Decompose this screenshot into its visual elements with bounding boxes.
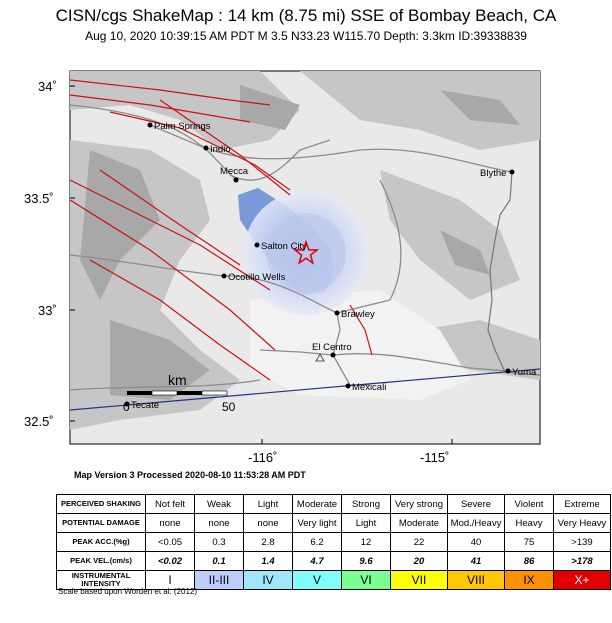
label-mexicali: Mexicali: [352, 382, 387, 393]
map-version: Map Version 3 Processed 2020-08-10 11:53:28 AM PDT: [74, 470, 306, 480]
label-mecca: Mecca: [220, 166, 248, 177]
acc-cell: <0.05: [146, 533, 195, 552]
city-dot-blythe: [510, 170, 515, 175]
vel-cell: 41: [448, 552, 505, 571]
damage-cell: Heavy: [505, 514, 554, 533]
acc-cell: 40: [448, 533, 505, 552]
city-dot-mecca: [234, 178, 239, 183]
rowhead-shaking: PERCEIVED SHAKING: [57, 495, 146, 514]
vel-cell: >178: [554, 552, 611, 571]
vel-cell: <0.02: [146, 552, 195, 571]
city-dot-mexicali: [346, 384, 351, 389]
label-el-centro: El Centro: [312, 342, 352, 353]
shaking-cell: Weak: [195, 495, 244, 514]
intensity-cell: X+: [554, 571, 611, 590]
label-salton-city: Salton City: [261, 241, 307, 252]
vel-cell: 86: [505, 552, 554, 571]
label-brawley: Brawley: [341, 309, 375, 320]
city-dot-indio: [204, 146, 209, 151]
vel-cell: 9.6: [342, 552, 391, 571]
damage-cell: none: [195, 514, 244, 533]
damage-cell: Light: [342, 514, 391, 533]
lat-tick-32-5: 32.5˚: [24, 414, 54, 429]
intensity-cell: VIII: [448, 571, 505, 590]
map-title: CISN/cgs ShakeMap : 14 km (8.75 mi) SSE of Bombay Beach, CA: [55, 6, 557, 25]
scale-zero: 0: [123, 400, 130, 414]
acc-cell: 75: [505, 533, 554, 552]
label-blythe: Blythe: [480, 168, 507, 179]
acc-cell: 12: [342, 533, 391, 552]
rowhead-intensity: INSTRUMENTAL INTENSITY: [57, 571, 146, 590]
acc-cell: 22: [391, 533, 448, 552]
damage-cell: none: [244, 514, 293, 533]
map-subtitle: Aug 10, 2020 10:39:15 AM PDT M 3.5 N33.23 W115.70 Depth: 3.3km ID:39338839: [85, 29, 527, 43]
legend-row-acc: [57, 533, 611, 552]
vel-cell: 4.7: [293, 552, 342, 571]
rowhead-acc: PEAK ACC.(%g): [57, 533, 146, 552]
shaking-cell: Not felt: [146, 495, 195, 514]
intensity-cell: I: [146, 571, 195, 590]
acc-cell: 2.8: [244, 533, 293, 552]
damage-cell: none: [146, 514, 195, 533]
legend-row-vel: [57, 552, 611, 571]
label-palm-springs: Palm Springs: [154, 121, 211, 132]
intensity-cell: II-III: [195, 571, 244, 590]
shaking-cell: Light: [244, 495, 293, 514]
city-dot-palm-springs: [148, 123, 153, 128]
city-dot-ocotillo-wells: [222, 274, 227, 279]
city-dot-yuma: [506, 369, 511, 374]
damage-cell: Mod./Heavy: [448, 514, 505, 533]
rowhead-damage: POTENTIAL DAMAGE: [57, 514, 146, 533]
scale-unit: km: [168, 372, 187, 388]
acc-cell: 0.3: [195, 533, 244, 552]
label-ocotillo-wells: Ocotillo Wells: [228, 272, 286, 283]
city-dot-el-centro: [331, 353, 336, 358]
lat-tick-34: 34˚: [38, 79, 57, 94]
vel-cell: 20: [391, 552, 448, 571]
shaking-cell: Strong: [342, 495, 391, 514]
shaking-cell: Very strong: [391, 495, 448, 514]
intensity-cell: IX: [505, 571, 554, 590]
lon-tick-116: -116˚: [248, 450, 278, 465]
city-dot-salton-city: [255, 243, 260, 248]
legend-row-shaking: [57, 495, 611, 514]
legend-row-damage: [57, 514, 611, 533]
shaking-cell: Violent: [505, 495, 554, 514]
lon-tick-115: -115˚: [420, 450, 450, 465]
label-tecate: Tecate: [131, 400, 159, 411]
damage-cell: Very light: [293, 514, 342, 533]
intensity-cell: V: [293, 571, 342, 590]
shaking-cell: Extreme: [554, 495, 611, 514]
acc-cell: 6.2: [293, 533, 342, 552]
lat-tick-33: 33˚: [38, 303, 57, 318]
acc-cell: >139: [554, 533, 611, 552]
rowhead-vel: PEAK VEL.(cm/s): [57, 552, 146, 571]
label-yuma: Yuma: [512, 367, 537, 378]
damage-cell: Very Heavy: [554, 514, 611, 533]
intensity-legend-table: [56, 494, 611, 590]
city-dot-brawley: [335, 311, 340, 316]
intensity-cell: VII: [391, 571, 448, 590]
damage-cell: Moderate: [391, 514, 448, 533]
shaking-cell: Severe: [448, 495, 505, 514]
label-indio: Indio: [210, 144, 231, 155]
vel-cell: 0.1: [195, 552, 244, 571]
shaking-cell: Moderate: [293, 495, 342, 514]
scale-fifty: 50: [222, 400, 236, 414]
vel-cell: 1.4: [244, 552, 293, 571]
intensity-cell: VI: [342, 571, 391, 590]
scale-note: Scale based upon Worden et al. (2012): [58, 587, 198, 596]
intensity-cell: IV: [244, 571, 293, 590]
lat-tick-33-5: 33.5˚: [24, 191, 54, 206]
